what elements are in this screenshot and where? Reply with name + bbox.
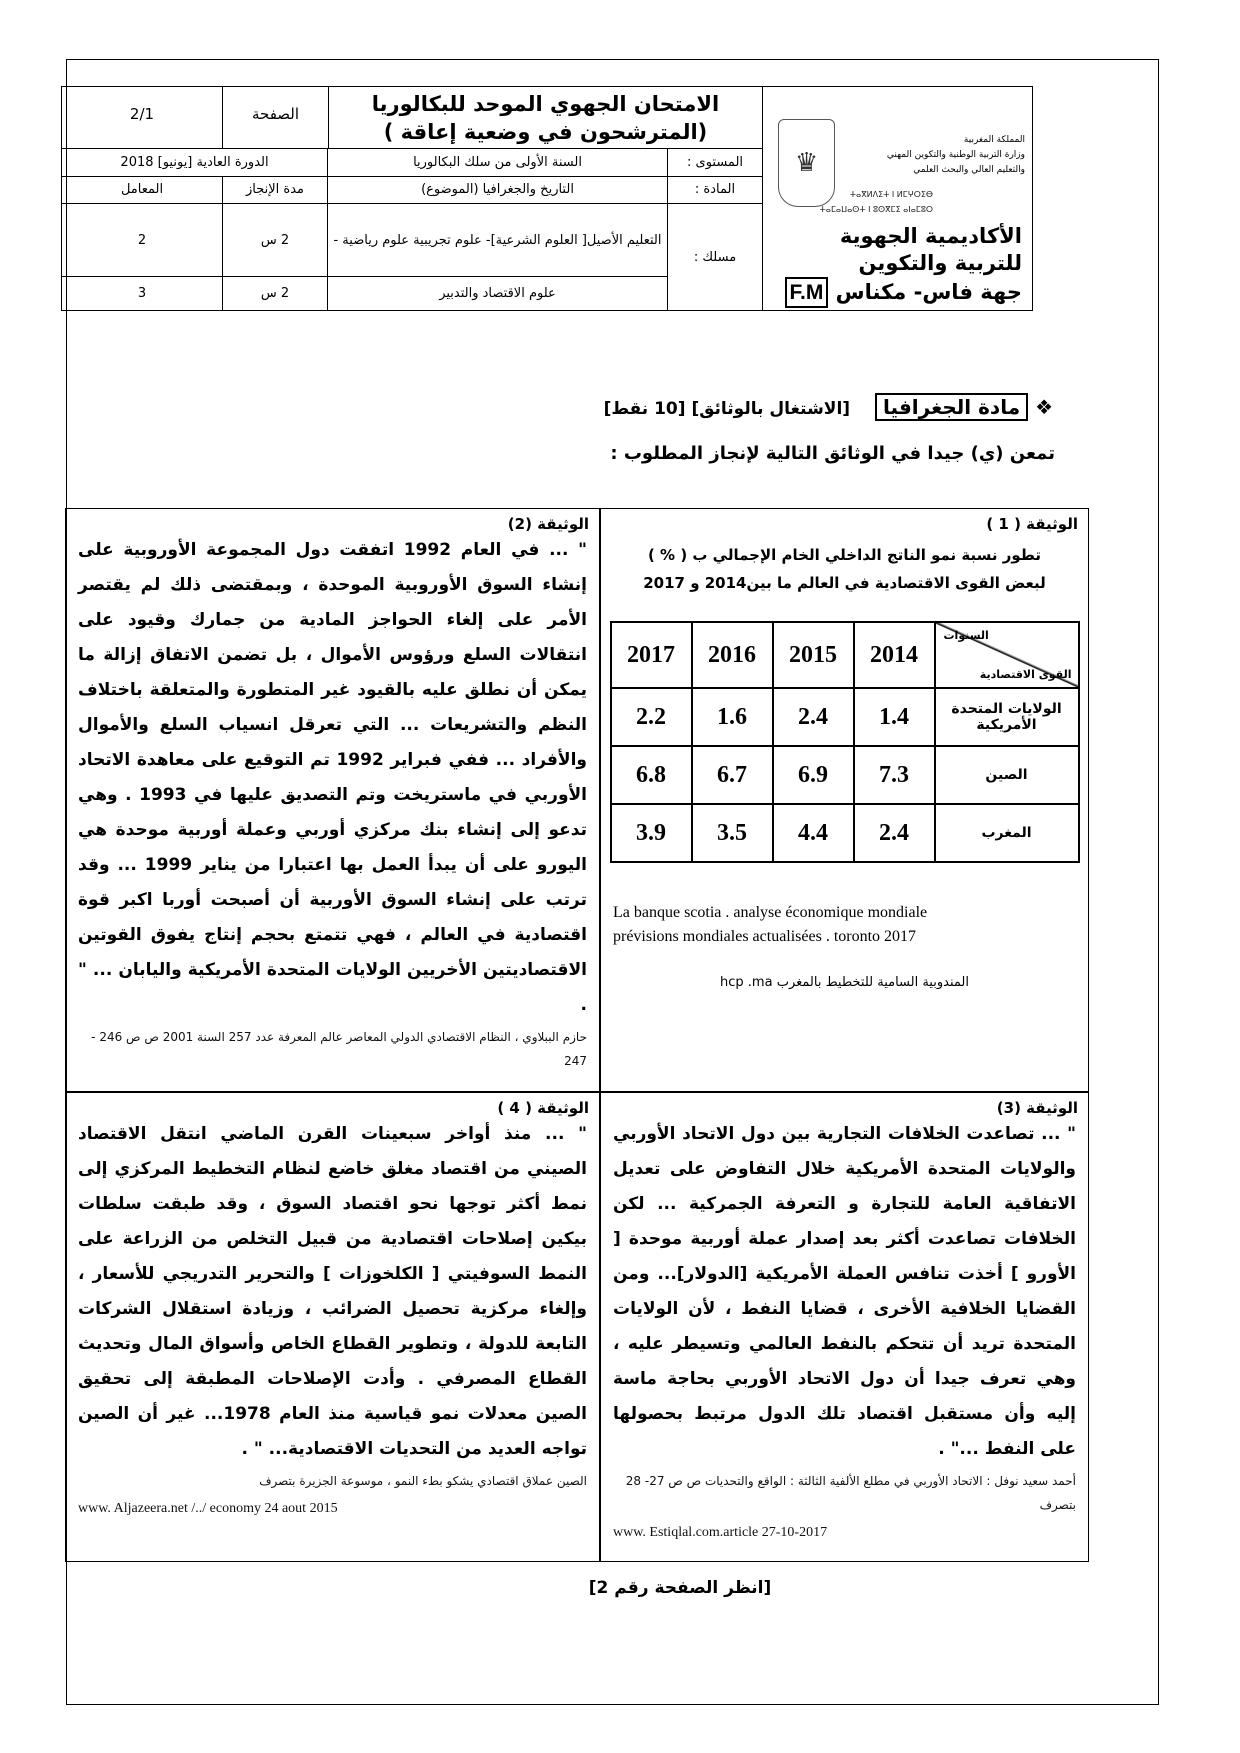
coat-of-arms-icon: ♛ (778, 119, 835, 207)
document-url: www. Estiqlal.com.article 27-10-2017 (613, 1525, 828, 1540)
document-url: www. Aljazeera.net /../ economy 24 aout 2015 (78, 1501, 338, 1516)
table-title: تطور نسبة نمو الناتج الداخلي الخام الإجمالي ب ( % ) لبعض القوى الاقتصادية في العالم ما بين2014 و 2017 (643, 546, 1046, 592)
exam-title: الامتحان الجهوي الموحد للبكالوريا (المترشحون في وضعية إعاقة ) (328, 87, 762, 148)
document-1 (600, 508, 1089, 1092)
gdp-growth-table (610, 621, 1080, 863)
academy-name: الأكاديمية الجهوية للتربية والتكوين جهة فاس- مكناس F.M (772, 223, 1022, 308)
country-label: الصين (935, 746, 1079, 804)
document-title: الوثيقة ( 1 ) (986, 515, 1078, 533)
ministry-name-tifinagh: ⵜⴰⴳⵍⴷⵉⵜ ⵏ ⵍⵎⵖⵔⵉⴱ ⵜⴰⵎⴰⵡⴰⵙⵜ ⵏ ⵓⵙⴳⵎⵉ ⴰⵏⴰⵎⵓⵔ (819, 190, 933, 214)
ministry-logo-block (762, 87, 1032, 310)
document-source: حازم الببلاوي ، النظام الاقتصادي الدولي المعاصر عالم المعرفة عدد 257 السنة 2001 ص ص 246 - 247 (91, 1030, 587, 1068)
document-text: " ... منذ أواخر سبعينات القرن الماضي انتقل الاقتصاد الصيني من اقتصاد مغلق خاضع لنظام التخطيط المركزي إلى نمط أكثر توجها نحو اقتصاد السوق ، وقد طبقت سلطات بيكين إصلاحات اقتصادية من قبيل التخلص من الزراعة على النمط السوفيتي [ الكلخوزات ] والتحرير التدريجي للأسعار ، وإلغاء مركزية تحصيل الضرائب ، وزيادة استقلال الشركات التابعة للدولة ، وتطوير القطاع الخاص وأسواق المال وتحديث القطاع المصرفي . وأدت الإصلاحات المطبقة إلى تحقيق الصين معدلات نمو قياسية منذ العام 1978... غير أن الصين تواجه العديد من التحديات الاقتصادية... " . (78, 1124, 587, 1459)
ministry-name: المملكة المغربية وزارة التربية الوطنية والتكوين المهني والتعليم العالي والبحث العلمي (886, 135, 1025, 175)
table-row (611, 688, 1079, 746)
document-source: La banque scotia . analyse économique mondiale prévisions mondiales actualisées . toronto 2017 (613, 904, 928, 945)
document-source-2: المندوبية السامية للتخطيط بالمغرب hcp .ma (720, 975, 969, 990)
subject-value: التاريخ والجغرافيا (الموضوع) (327, 177, 667, 203)
level-label: المستوى : (667, 149, 762, 175)
region-name: جهة فاس- مكناس (835, 280, 1022, 304)
table-row (611, 804, 1079, 862)
document-title: الوثيقة (2) (507, 515, 589, 533)
table-cell: 7.3 (854, 746, 935, 804)
document-source: أحمد سعيد نوفل : الاتحاد الأوربي في مطلع الألفية الثالثة : الواقع والتحديات ص ص 27- 28 بتصرف (625, 1474, 1076, 1512)
table-header-row (611, 622, 1079, 688)
table-cell: 1.6 (692, 688, 773, 746)
year-header: 2015 (773, 622, 854, 688)
table-row (611, 746, 1079, 804)
year-header: 2014 (854, 622, 935, 688)
year-header: 2017 (611, 622, 692, 688)
session: الدورة العادية [يونيو] 2018 (120, 155, 269, 171)
level-value: السنة الأولى من سلك البكالوريا (327, 149, 667, 175)
section-title (543, 393, 1053, 421)
next-page-note: [انظر الصفحة رقم 2] (588, 1578, 772, 1598)
exam-subtitle: (المترشحون في وضعية إعاقة ) (383, 120, 708, 144)
table-cell: 2.2 (611, 688, 692, 746)
document-title: الوثيقة ( 4 ) (497, 1099, 589, 1117)
region-code: F.M (785, 277, 829, 308)
year-header: 2016 (692, 622, 773, 688)
document-2 (65, 508, 600, 1092)
duration-label: مدة الإنجاز (222, 177, 327, 203)
document-3 (600, 1092, 1089, 1562)
instruction: تمعن (ي) جيدا في الوثائق التالية لإنجاز المطلوب : (610, 443, 1055, 464)
section-part: [الاشتغال بالوثائق] [10 نقط] (603, 399, 851, 419)
table-cell: 6.7 (692, 746, 773, 804)
table-cell: 2.4 (854, 804, 935, 862)
subject-label: المادة : (667, 177, 762, 203)
bullet-icon: ❖ (1035, 395, 1053, 419)
document-title: الوثيقة (3) (996, 1099, 1078, 1117)
table-cell: 6.8 (611, 746, 692, 804)
page-label: الصفحة (222, 87, 328, 148)
table-cell: 2.4 (773, 688, 854, 746)
page-number: 2/1 (129, 105, 155, 123)
country-label: المغرب (935, 804, 1079, 862)
document-4 (65, 1092, 600, 1562)
table-cell: 4.4 (773, 804, 854, 862)
table-cell: 3.9 (611, 804, 692, 862)
document-text: " ... تصاعدت الخلافات التجارية بين دول الاتحاد الأوربي والولايات المتحدة الأمريكية خلال التفاوض على تعديل الاتفاقية العامة للتجارة و التعرفة الجمركية ... لكن الخلافات تصاعدت أكثر بعد إصدار عملة أوربية موحدة [ الأورو ] أخذت تنافس العملة الأمريكية [الدولار]... ومن القضايا الخلافية الأخرى ، قضايا النفط ، لأن الولايات المتحدة تريد أن تتحكم بالنفط العالمي وتسيطر عليه ، وهي تعرف جيدا أن دول الاتحاد الأوربي بحاجة ماسة إليه وأن مستقبل اقتصاد تلك الدول مرتبط بحصولها على النفط ..." . (613, 1124, 1076, 1459)
document-source: الصين عملاق اقتصادي يشكو بطء النمو ، موسوعة الجزيرة بتصرف (259, 1474, 587, 1488)
table-cell: 1.4 (854, 688, 935, 746)
track-row: التعليم الأصيل[ العلوم الشرعية]- علوم تجريبية علوم رياضية - 2 س 2 (62, 204, 667, 277)
exam-header (61, 86, 1033, 311)
country-label: الولايات المتحدة الأمريكية (935, 688, 1079, 746)
table-cell: 6.9 (773, 746, 854, 804)
document-text: " ... في العام 1992 اتفقت دول المجموعة الأوروبية على إنشاء السوق الأوروبية الموحدة ، وبمقتضى ذلك لم يقتصر الأمر على إلغاء الحواجز المادية من جمارك وقيود على انتقالات السلع ورؤوس الأموال ، بل تضمن الاتفاق إزالة ما يمكن أن نطلق عليه بالقيود غير المتطورة والمتعلقة باختلاف النظم والتشريعات ... التي تعرقل انسياب السلع والأموال والأفراد ... ففي فبراير 1992 تم التوقيع على معاهدة الاتحاد الأوربي في ماستريخت وتم التصديق عليها في 1993 . وهي تدعو إلى إنشاء بنك مركزي أوربي وعملة أوربية موحدة هي اليورو على أن يبدأ العمل بها اعتبارا من يناير 1999 ... وقد ترتب على إنشاء السوق الأوربية أن أصبحت أوربا اكبر قوة اقتصادية في العالم ، فهي تتمتع بحجم إنتاج يفوق القوتين الاقتصاديتين الأخريين الولايات المتحدة الأمريكية واليابان ... " . (78, 540, 587, 1015)
track-row: علوم الاقتصاد والتدبير 2 س 3 (62, 277, 667, 310)
subject-box: مادة الجغرافيا (875, 393, 1028, 421)
table-cell: 3.5 (692, 804, 773, 862)
track-label: مسلك : (667, 204, 762, 310)
table-corner-cell: السنوات القوى الاقتصادية (935, 622, 1079, 688)
coefficient-label: المعامل (120, 182, 164, 198)
